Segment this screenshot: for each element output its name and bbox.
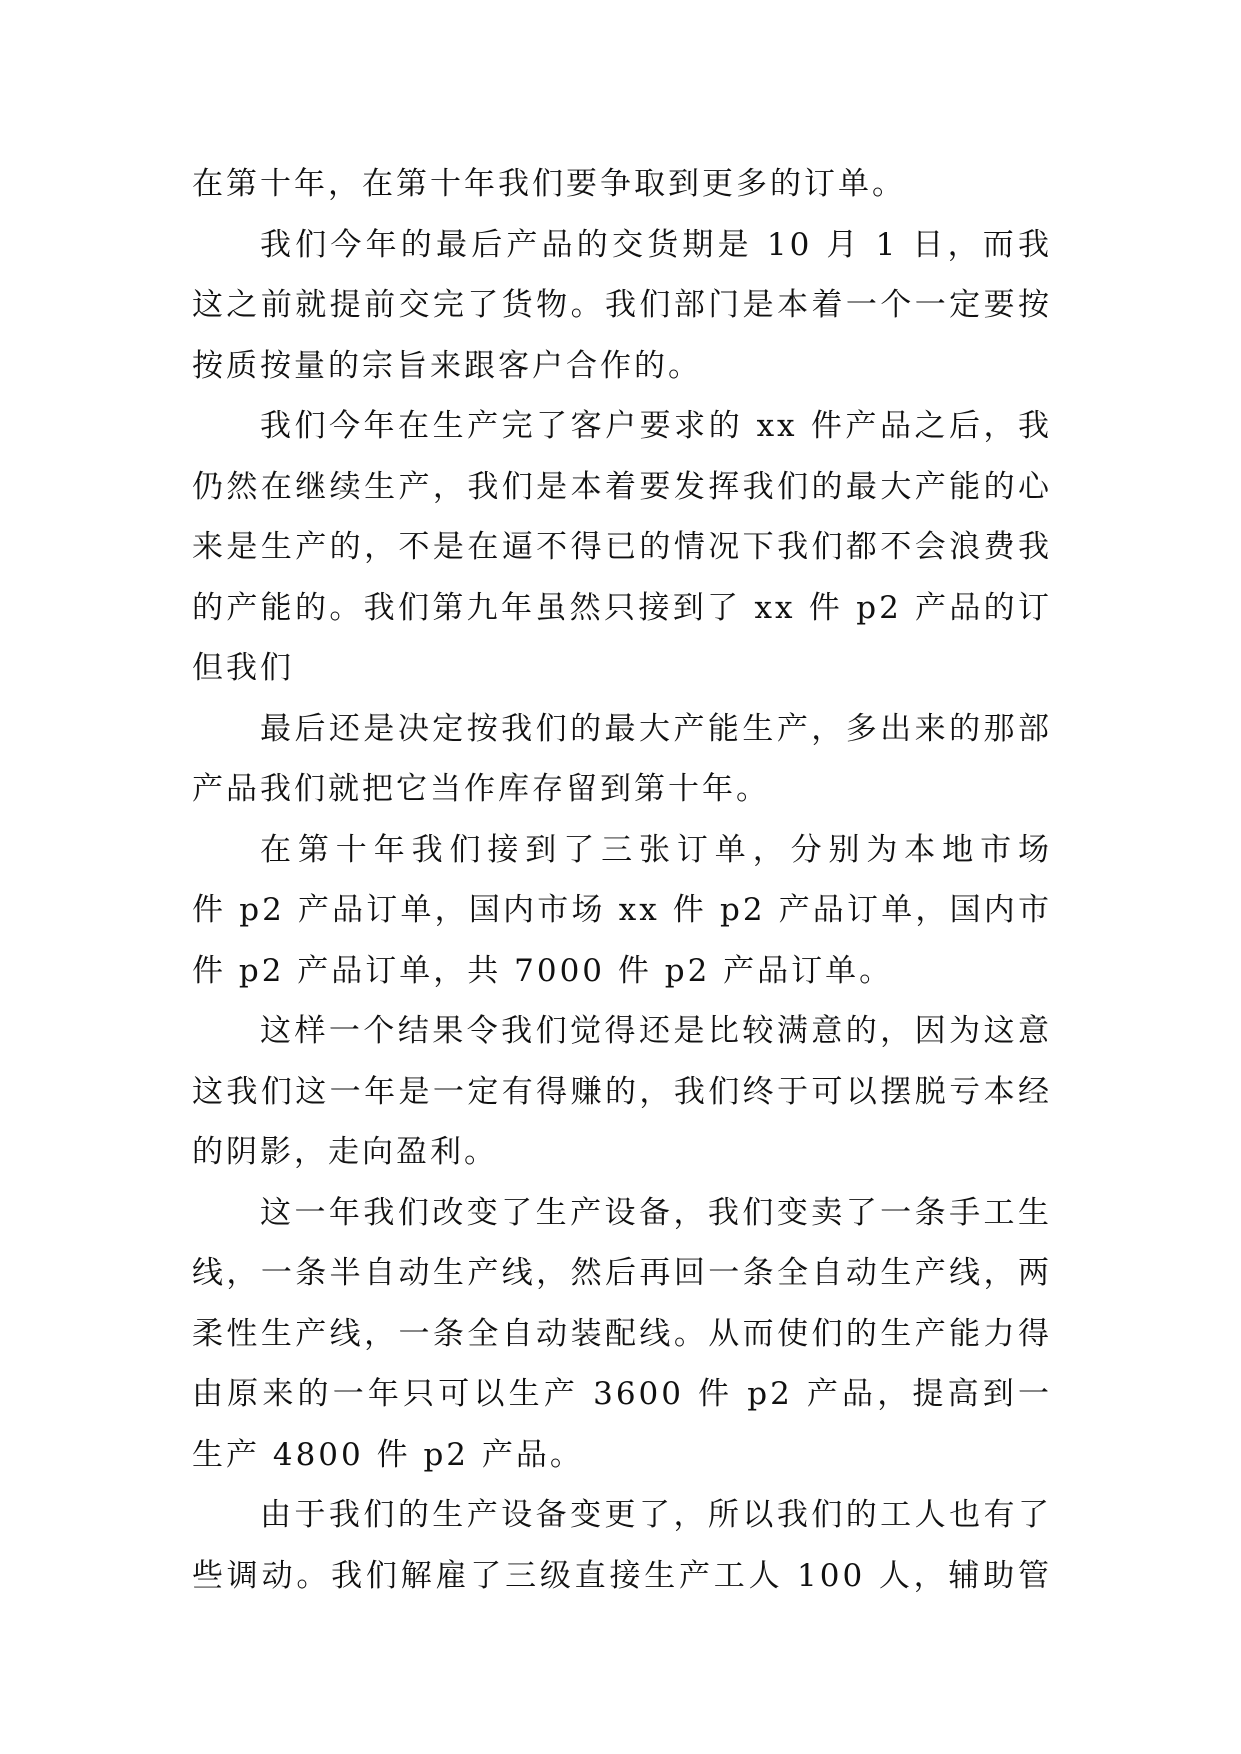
text-line: 我们今年在生产完了客户要求的 xx 件产品之后，我 [260, 408, 1052, 444]
text-line: 我们今年的最后产品的交货期是 10 月 1 日，而我 [260, 226, 1052, 263]
text-line: 这一年我们改变了生产设备，我们变卖了一条手工生 [260, 1194, 1052, 1231]
text-line: 但我们 [192, 650, 294, 686]
text-line: 这之前就提前交完了货物。我们部门是本着一个一定要按 [192, 287, 1052, 323]
text-line: 柔性生产线，一条全自动装配线。从而使们的生产能力得 [192, 1315, 1052, 1352]
text-line: 在第十年，在第十年我们要争取到更多的订单。 [192, 166, 906, 202]
text-line: 按质按量的宗旨来跟客户合作的。 [192, 347, 702, 384]
text-line: 产品我们就把它当作库存留到第十年。 [192, 771, 770, 807]
text-line: 在第十年我们接到了三张订单，分别为本地市场 [260, 831, 1052, 868]
text-line: 来是生产的，不是在逼不得已的情况下我们都不会浪费我 [192, 529, 1052, 565]
text-line: 由原来的一年只可以生产 3600 件 p2 产品，提高到一 [192, 1376, 1052, 1412]
text-line: 些调动。我们解雇了三级直接生产工人 100 人，辅助管 [192, 1557, 1052, 1594]
text-line: 线，一条半自动生产线，然后再回一条全自动生产线，两 [192, 1255, 1052, 1291]
text-line: 的产能的。我们第九年虽然只接到了 xx 件 p2 产品的订 [192, 589, 1052, 626]
document-body [192, 154, 1052, 1606]
text-line: 件 p2 产品订单，国内市场 xx 件 p2 产品订单，国内市 [192, 892, 1052, 928]
text-line: 最后还是决定按我们的最大产能生产，多出来的那部 [260, 710, 1052, 747]
text-line: 仍然在继续生产，我们是本着要发挥我们的最大产能的心 [192, 468, 1052, 505]
text-line: 由于我们的生产设备变更了，所以我们的工人也有了 [260, 1497, 1052, 1533]
text-line: 生产 4800 件 p2 产品。 [192, 1436, 584, 1473]
text-line: 这样一个结果令我们觉得还是比较满意的，因为这意 [260, 1013, 1052, 1049]
text-line: 这我们这一年是一定有得赚的，我们终于可以摆脱亏本经 [192, 1073, 1052, 1110]
text-line: 件 p2 产品订单，共 7000 件 p2 产品订单。 [192, 952, 894, 989]
text-line: 的阴影，走向盈利。 [192, 1134, 498, 1170]
